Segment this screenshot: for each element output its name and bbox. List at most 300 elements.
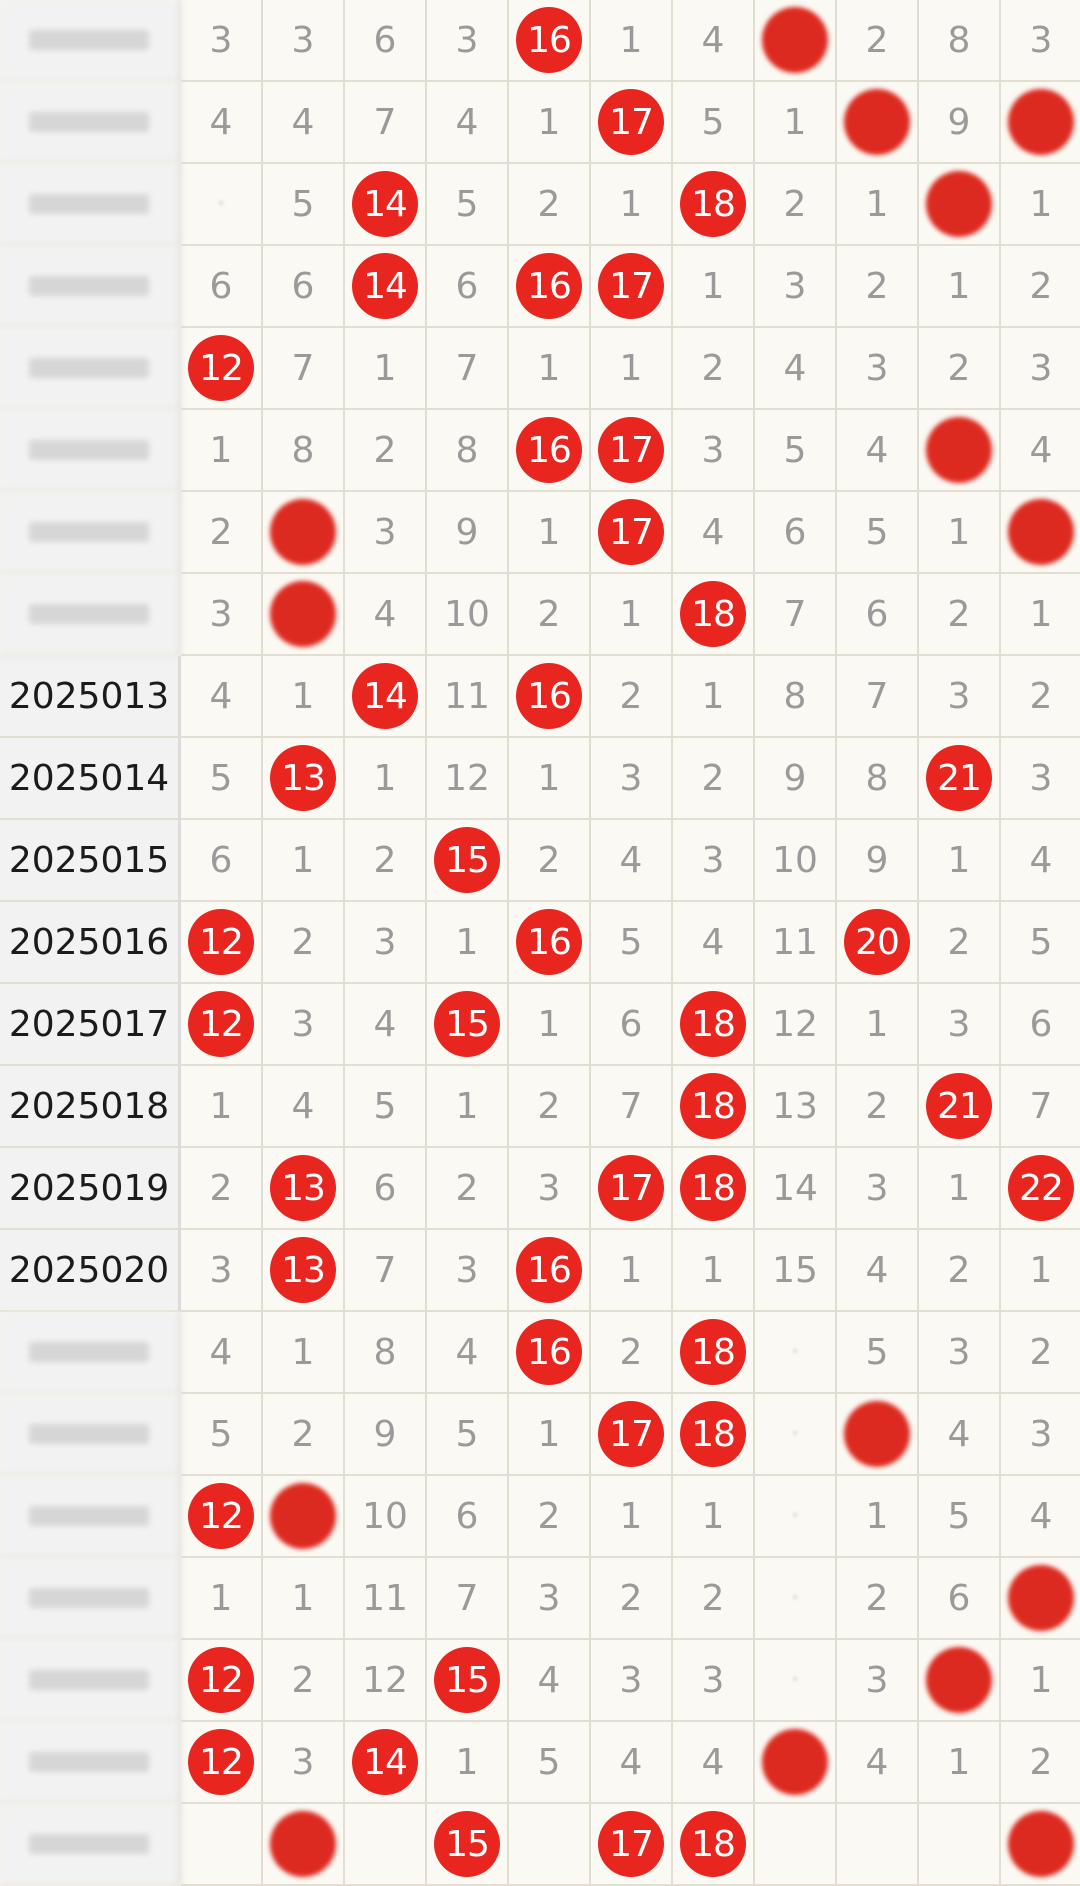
number-cell bbox=[427, 0, 509, 82]
miss-count: 2 bbox=[783, 183, 807, 225]
issue-label bbox=[0, 1722, 181, 1804]
number-cell bbox=[1001, 1394, 1080, 1476]
number-cell bbox=[837, 738, 919, 820]
miss-count: 6 bbox=[209, 839, 233, 881]
issue-label bbox=[0, 82, 181, 164]
number-cell bbox=[1001, 1558, 1080, 1640]
number-cell bbox=[673, 1804, 755, 1886]
miss-count: · bbox=[790, 1337, 800, 1367]
miss-count: 8 bbox=[455, 429, 479, 471]
number-cell bbox=[755, 1312, 837, 1394]
miss-count: 5 bbox=[865, 511, 889, 553]
miss-count: 1 bbox=[1029, 183, 1053, 225]
number-cell bbox=[1001, 574, 1080, 656]
number-cell bbox=[755, 1066, 837, 1148]
miss-count: 1 bbox=[1029, 593, 1053, 635]
number-cell bbox=[673, 1066, 755, 1148]
number-cell bbox=[755, 902, 837, 984]
miss-count: 4 bbox=[701, 921, 725, 963]
number-cell bbox=[837, 1148, 919, 1230]
number-cell bbox=[263, 492, 345, 574]
miss-count: 6 bbox=[291, 265, 315, 307]
number-cell bbox=[919, 410, 1001, 492]
miss-count: · bbox=[790, 1583, 800, 1613]
miss-count: 2 bbox=[373, 429, 397, 471]
hit-ball: 12 bbox=[188, 1483, 254, 1549]
miss-count: 3 bbox=[619, 1659, 643, 1701]
number-cell bbox=[591, 164, 673, 246]
hit-ball: 16 bbox=[516, 253, 582, 319]
number-cell bbox=[345, 1722, 427, 1804]
miss-count: 2 bbox=[373, 839, 397, 881]
number-cell bbox=[673, 1148, 755, 1230]
miss-count: 6 bbox=[947, 1577, 971, 1619]
miss-count: 3 bbox=[455, 1249, 479, 1291]
number-cell bbox=[427, 1148, 509, 1230]
number-cell bbox=[837, 1066, 919, 1148]
number-cell bbox=[181, 164, 263, 246]
miss-count: 4 bbox=[291, 101, 315, 143]
miss-count: 2 bbox=[291, 921, 315, 963]
issue-label bbox=[0, 164, 181, 246]
miss-count: 1 bbox=[947, 265, 971, 307]
number-cell bbox=[263, 1558, 345, 1640]
number-cell bbox=[591, 492, 673, 574]
miss-count: 7 bbox=[1029, 1085, 1053, 1127]
number-cell bbox=[673, 820, 755, 902]
number-cell bbox=[345, 1148, 427, 1230]
number-cell bbox=[755, 574, 837, 656]
miss-count: 7 bbox=[455, 1577, 479, 1619]
number-cell bbox=[755, 0, 837, 82]
miss-count: 4 bbox=[947, 1413, 971, 1455]
number-cell bbox=[181, 820, 263, 902]
number-cell bbox=[509, 656, 591, 738]
issue-label: 2025015 bbox=[0, 820, 181, 902]
miss-count: 2 bbox=[537, 593, 561, 635]
number-cell bbox=[755, 492, 837, 574]
number-cell bbox=[755, 1722, 837, 1804]
number-cell bbox=[345, 0, 427, 82]
hit-ball: 13 bbox=[270, 1237, 336, 1303]
hit-ball: 16 bbox=[516, 909, 582, 975]
number-cell bbox=[181, 410, 263, 492]
hit-ball: 17 bbox=[598, 89, 664, 155]
miss-count: 15 bbox=[772, 1249, 818, 1291]
miss-count: 1 bbox=[455, 921, 479, 963]
miss-count: 4 bbox=[1029, 839, 1053, 881]
number-cell bbox=[181, 492, 263, 574]
number-cell bbox=[263, 1722, 345, 1804]
number-cell bbox=[1001, 738, 1080, 820]
miss-count: 5 bbox=[947, 1495, 971, 1537]
miss-count: 2 bbox=[865, 19, 889, 61]
miss-count: 1 bbox=[619, 1249, 643, 1291]
miss-count: 3 bbox=[537, 1577, 561, 1619]
miss-count: 8 bbox=[783, 675, 807, 717]
number-cell bbox=[345, 82, 427, 164]
miss-count: 9 bbox=[947, 101, 971, 143]
number-cell bbox=[837, 82, 919, 164]
number-cell bbox=[509, 410, 591, 492]
number-cell bbox=[427, 820, 509, 902]
number-cell bbox=[427, 1476, 509, 1558]
hit-ball: 22 bbox=[1008, 1155, 1074, 1221]
miss-count: 4 bbox=[701, 19, 725, 61]
miss-count: 1 bbox=[373, 347, 397, 389]
number-cell bbox=[591, 656, 673, 738]
issue-label: 2025013 bbox=[0, 656, 181, 738]
number-cell bbox=[919, 1640, 1001, 1722]
hit-ball: 13 bbox=[270, 745, 336, 811]
number-cell bbox=[1001, 984, 1080, 1066]
hit-ball bbox=[762, 7, 828, 73]
issue-label: 2025020 bbox=[0, 1230, 181, 1312]
issue-label bbox=[0, 246, 181, 328]
miss-count: 1 bbox=[209, 1085, 233, 1127]
number-cell bbox=[591, 738, 673, 820]
number-cell bbox=[181, 1476, 263, 1558]
number-cell bbox=[673, 1558, 755, 1640]
hit-ball bbox=[1008, 1565, 1074, 1631]
number-cell bbox=[837, 246, 919, 328]
number-cell bbox=[181, 1804, 263, 1886]
miss-count: 1 bbox=[947, 839, 971, 881]
miss-count: 4 bbox=[537, 1659, 561, 1701]
number-cell bbox=[427, 328, 509, 410]
miss-count: 2 bbox=[947, 921, 971, 963]
hit-ball: 18 bbox=[680, 1401, 746, 1467]
miss-count: 8 bbox=[291, 429, 315, 471]
number-cell bbox=[263, 82, 345, 164]
number-cell bbox=[755, 984, 837, 1066]
number-cell bbox=[837, 410, 919, 492]
number-cell bbox=[1001, 902, 1080, 984]
number-cell bbox=[345, 1066, 427, 1148]
hit-ball: 17 bbox=[598, 1811, 664, 1877]
miss-count: 8 bbox=[865, 757, 889, 799]
miss-count: 1 bbox=[291, 839, 315, 881]
issue-label: 2025016 bbox=[0, 902, 181, 984]
miss-count: 1 bbox=[783, 101, 807, 143]
miss-count: 1 bbox=[455, 1085, 479, 1127]
miss-count: 4 bbox=[1029, 429, 1053, 471]
number-cell bbox=[591, 246, 673, 328]
number-cell bbox=[837, 1558, 919, 1640]
miss-count: 4 bbox=[209, 675, 233, 717]
number-cell bbox=[263, 1804, 345, 1886]
hit-ball: 16 bbox=[516, 1319, 582, 1385]
hit-ball bbox=[762, 1729, 828, 1795]
miss-count: 6 bbox=[865, 593, 889, 635]
number-cell bbox=[1001, 656, 1080, 738]
number-cell bbox=[591, 0, 673, 82]
hit-ball: 12 bbox=[188, 1729, 254, 1795]
number-cell bbox=[919, 164, 1001, 246]
miss-count: 5 bbox=[209, 1413, 233, 1455]
miss-count: 4 bbox=[783, 347, 807, 389]
miss-count: · bbox=[790, 1665, 800, 1695]
miss-count: 3 bbox=[291, 1003, 315, 1045]
miss-count: 1 bbox=[947, 1741, 971, 1783]
miss-count: 3 bbox=[537, 1167, 561, 1209]
number-cell bbox=[591, 410, 673, 492]
number-cell bbox=[509, 1312, 591, 1394]
number-cell bbox=[263, 246, 345, 328]
number-cell bbox=[181, 1148, 263, 1230]
number-cell bbox=[509, 82, 591, 164]
number-cell bbox=[919, 656, 1001, 738]
number-cell bbox=[263, 984, 345, 1066]
number-cell bbox=[837, 574, 919, 656]
number-cell bbox=[427, 656, 509, 738]
number-cell bbox=[919, 82, 1001, 164]
hit-ball bbox=[844, 89, 910, 155]
hit-ball: 18 bbox=[680, 991, 746, 1057]
number-cell bbox=[345, 902, 427, 984]
number-cell bbox=[263, 1476, 345, 1558]
number-cell bbox=[591, 1476, 673, 1558]
number-cell bbox=[427, 1394, 509, 1476]
miss-count: 3 bbox=[291, 1741, 315, 1783]
number-cell bbox=[919, 738, 1001, 820]
number-cell bbox=[509, 1722, 591, 1804]
miss-count: 10 bbox=[444, 593, 490, 635]
number-cell bbox=[673, 1394, 755, 1476]
number-cell bbox=[673, 984, 755, 1066]
miss-count: 3 bbox=[865, 347, 889, 389]
miss-count: 3 bbox=[947, 675, 971, 717]
miss-count: 3 bbox=[455, 19, 479, 61]
number-cell bbox=[837, 1394, 919, 1476]
number-cell bbox=[755, 820, 837, 902]
number-cell bbox=[263, 1312, 345, 1394]
miss-count: 6 bbox=[455, 265, 479, 307]
miss-count: 14 bbox=[772, 1167, 818, 1209]
number-cell bbox=[345, 164, 427, 246]
miss-count: 3 bbox=[1029, 757, 1053, 799]
miss-count: 3 bbox=[209, 593, 233, 635]
miss-count: 1 bbox=[619, 183, 643, 225]
number-cell bbox=[427, 410, 509, 492]
miss-count: 3 bbox=[865, 1167, 889, 1209]
number-cell bbox=[263, 1148, 345, 1230]
number-cell bbox=[837, 1312, 919, 1394]
number-cell bbox=[591, 1804, 673, 1886]
number-cell bbox=[345, 492, 427, 574]
miss-count: 9 bbox=[783, 757, 807, 799]
miss-count: 8 bbox=[947, 19, 971, 61]
number-cell bbox=[755, 656, 837, 738]
miss-count: 1 bbox=[455, 1741, 479, 1783]
number-cell bbox=[509, 1230, 591, 1312]
hit-ball: 16 bbox=[516, 417, 582, 483]
miss-count: 3 bbox=[209, 1249, 233, 1291]
number-cell bbox=[181, 246, 263, 328]
hit-ball: 18 bbox=[680, 1155, 746, 1221]
issue-label bbox=[0, 574, 181, 656]
number-cell bbox=[837, 984, 919, 1066]
issue-label bbox=[0, 328, 181, 410]
number-cell bbox=[263, 1066, 345, 1148]
number-cell bbox=[1001, 1804, 1080, 1886]
miss-count: 7 bbox=[865, 675, 889, 717]
number-cell bbox=[919, 1476, 1001, 1558]
number-cell bbox=[919, 1394, 1001, 1476]
miss-count: 10 bbox=[362, 1495, 408, 1537]
issue-label: 2025019 bbox=[0, 1148, 181, 1230]
hit-ball: 16 bbox=[516, 663, 582, 729]
number-cell bbox=[345, 246, 427, 328]
number-cell bbox=[591, 820, 673, 902]
miss-count: 1 bbox=[537, 101, 561, 143]
number-cell bbox=[591, 902, 673, 984]
miss-count: 2 bbox=[1029, 1741, 1053, 1783]
miss-count: 1 bbox=[701, 675, 725, 717]
miss-count: 4 bbox=[455, 1331, 479, 1373]
number-cell bbox=[1001, 82, 1080, 164]
miss-count: 4 bbox=[1029, 1495, 1053, 1537]
number-cell bbox=[263, 902, 345, 984]
miss-count: 11 bbox=[772, 921, 818, 963]
number-cell bbox=[345, 410, 427, 492]
number-cell bbox=[427, 1312, 509, 1394]
hit-ball: 15 bbox=[434, 827, 500, 893]
number-cell bbox=[1001, 1230, 1080, 1312]
hit-ball: 15 bbox=[434, 1811, 500, 1877]
miss-count: 10 bbox=[772, 839, 818, 881]
miss-count: 12 bbox=[362, 1659, 408, 1701]
number-cell bbox=[591, 984, 673, 1066]
miss-count: 4 bbox=[209, 1331, 233, 1373]
number-cell bbox=[673, 328, 755, 410]
miss-count: 1 bbox=[291, 1331, 315, 1373]
number-cell bbox=[427, 574, 509, 656]
miss-count: 4 bbox=[209, 101, 233, 143]
miss-count: 3 bbox=[291, 19, 315, 61]
miss-count: 4 bbox=[619, 1741, 643, 1783]
miss-count: 2 bbox=[291, 1659, 315, 1701]
miss-count: 1 bbox=[701, 1249, 725, 1291]
number-cell bbox=[837, 1804, 919, 1886]
number-cell bbox=[755, 1558, 837, 1640]
number-cell bbox=[427, 984, 509, 1066]
number-cell bbox=[345, 1558, 427, 1640]
hit-ball: 17 bbox=[598, 1401, 664, 1467]
number-cell bbox=[673, 656, 755, 738]
miss-count: 4 bbox=[373, 1003, 397, 1045]
miss-count: 2 bbox=[291, 1413, 315, 1455]
miss-count: 3 bbox=[373, 511, 397, 553]
number-cell bbox=[427, 246, 509, 328]
number-cell bbox=[427, 492, 509, 574]
miss-count: 9 bbox=[865, 839, 889, 881]
miss-count: 7 bbox=[783, 593, 807, 635]
number-cell bbox=[1001, 1312, 1080, 1394]
number-cell bbox=[509, 1476, 591, 1558]
issue-label bbox=[0, 1804, 181, 1886]
number-cell bbox=[1001, 1640, 1080, 1722]
miss-count: 2 bbox=[1029, 1331, 1053, 1373]
hit-ball: 17 bbox=[598, 499, 664, 565]
number-cell bbox=[509, 574, 591, 656]
miss-count: 5 bbox=[209, 757, 233, 799]
issue-label: 2025017 bbox=[0, 984, 181, 1066]
number-cell bbox=[509, 738, 591, 820]
miss-count: · bbox=[790, 1419, 800, 1449]
miss-count: 5 bbox=[291, 183, 315, 225]
miss-count: 1 bbox=[537, 1413, 561, 1455]
issue-label bbox=[0, 492, 181, 574]
hit-ball: 17 bbox=[598, 1155, 664, 1221]
number-cell bbox=[837, 820, 919, 902]
number-cell bbox=[919, 1558, 1001, 1640]
miss-count: 1 bbox=[701, 265, 725, 307]
number-cell bbox=[673, 1640, 755, 1722]
number-cell bbox=[673, 82, 755, 164]
miss-count: 6 bbox=[1029, 1003, 1053, 1045]
number-cell bbox=[345, 656, 427, 738]
miss-count: 12 bbox=[772, 1003, 818, 1045]
hit-ball: 15 bbox=[434, 991, 500, 1057]
miss-count: 2 bbox=[701, 757, 725, 799]
miss-count: 1 bbox=[865, 1495, 889, 1537]
number-cell bbox=[181, 574, 263, 656]
miss-count: 2 bbox=[619, 1331, 643, 1373]
number-cell bbox=[591, 1066, 673, 1148]
miss-count: 1 bbox=[373, 757, 397, 799]
miss-count: 3 bbox=[1029, 1413, 1053, 1455]
miss-count: 1 bbox=[619, 19, 643, 61]
miss-count: 6 bbox=[619, 1003, 643, 1045]
number-cell bbox=[919, 492, 1001, 574]
miss-count: 3 bbox=[1029, 347, 1053, 389]
miss-count: 4 bbox=[455, 101, 479, 143]
number-cell bbox=[345, 820, 427, 902]
hit-ball: 14 bbox=[352, 253, 418, 319]
issue-label bbox=[0, 410, 181, 492]
hit-ball bbox=[926, 417, 992, 483]
number-cell bbox=[263, 656, 345, 738]
miss-count: 8 bbox=[373, 1331, 397, 1373]
hit-ball: 20 bbox=[844, 909, 910, 975]
number-cell bbox=[837, 0, 919, 82]
issue-label bbox=[0, 1394, 181, 1476]
miss-count: 2 bbox=[537, 183, 561, 225]
number-cell bbox=[919, 328, 1001, 410]
miss-count: 11 bbox=[362, 1577, 408, 1619]
number-cell bbox=[427, 1230, 509, 1312]
hit-ball: 13 bbox=[270, 1155, 336, 1221]
number-cell bbox=[181, 0, 263, 82]
hit-ball: 21 bbox=[926, 1073, 992, 1139]
miss-count: 4 bbox=[291, 1085, 315, 1127]
miss-count: 6 bbox=[209, 265, 233, 307]
number-cell bbox=[181, 902, 263, 984]
miss-count: 3 bbox=[701, 429, 725, 471]
hit-ball: 14 bbox=[352, 663, 418, 729]
miss-count: 2 bbox=[619, 675, 643, 717]
miss-count: 1 bbox=[1029, 1249, 1053, 1291]
hit-ball bbox=[844, 1401, 910, 1467]
number-cell bbox=[427, 738, 509, 820]
hit-ball: 21 bbox=[926, 745, 992, 811]
number-cell bbox=[345, 1476, 427, 1558]
number-cell bbox=[427, 82, 509, 164]
miss-count: 1 bbox=[865, 183, 889, 225]
number-cell bbox=[263, 0, 345, 82]
miss-count: 1 bbox=[865, 1003, 889, 1045]
